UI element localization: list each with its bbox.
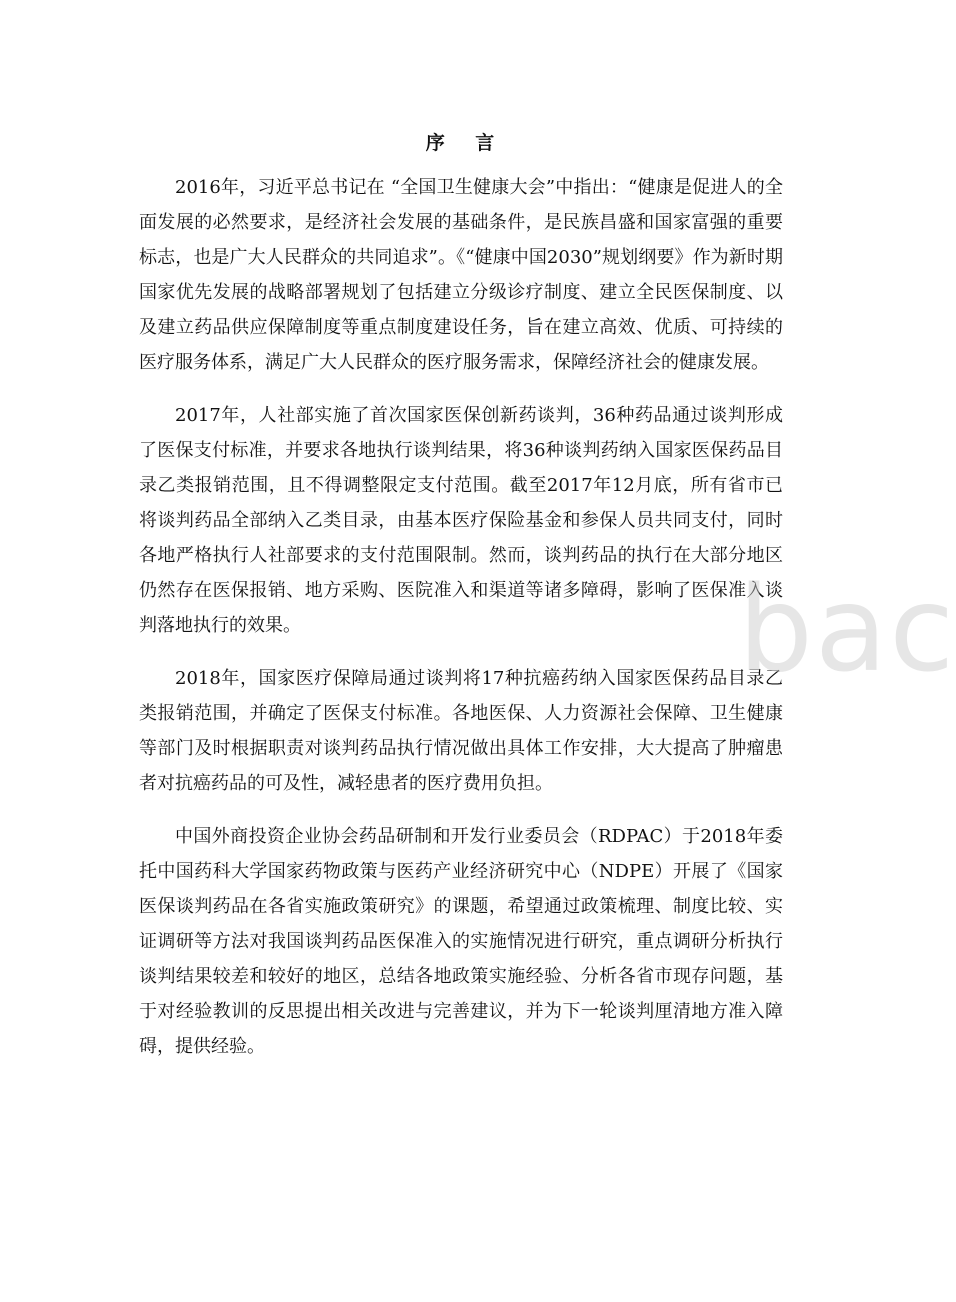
document-body: [139, 170, 783, 1082]
paragraph-3: 2018年，国家医疗保障局通过谈判将17种抗癌药纳入国家医保药品目录乙类报销范围，并确定了医保支付标准。各地医保、人力资源社会保障、卫生健康等部门及时根据职责对谈判药品执行情况做出具体工作安排，大大提高了肿瘤患者对抗癌药品的可及性，减轻患者的医疗费用负担。: [139, 668, 783, 794]
paragraph-4: 中国外商投资企业协会药品研制和开发行业委员会（RDPAC）于2018年委托中国药科大学国家药物政策与医药产业经济研究中心（NDPE）开展了《国家医保谈判药品在各省实施政策研究》的课题，希望通过政策梳理、制度比较、实证调研等方法对我国谈判药品医保准入的实施情况进行研究，重点调研分析执行谈判结果较差和较好的地区，总结各地政策实施经验、分析各省市现存问题，基于对经验教训的反思提出相关改进与完善建议，并为下一轮谈判厘清地方准入障碍，提供经验。: [139, 826, 783, 1057]
page-title: 序 言: [425, 132, 507, 154]
paragraph-1: 2016年，习近平总书记在 “全国卫生健康大会”中指出：“健康是促进人的全面发展的必然要求，是经济社会发展的基础条件，是民族昌盛和国家富强的重要标志，也是广大人民群众的共同追求”。《“健康中国2030”规划纲要》作为新时期国家优先发展的战略部署规划了包括建立分级诊疗制度、建立全民医保制度、以及建立药品供应保障制度等重点制度建设任务，旨在建立高效、优质、可持续的医疗服务体系，满足广大人民群众的医疗服务需求，保障经济社会的健康发展。: [139, 177, 783, 373]
paragraph-2: 2017年，人社部实施了首次国家医保创新药谈判，36种药品通过谈判形成了医保支付标准，并要求各地执行谈判结果，将36种谈判药纳入国家医保药品目录乙类报销范围，且不得调整限定支付范围。截至2017年12月底，所有省市已将谈判药品全部纳入乙类目录，由基本医疗保险基金和参保人员共同支付，同时各地严格执行人社部要求的支付范围限制。然而，谈判药品的执行在大部分地区仍然存在医保报销、地方采购、医院准入和渠道等诸多障碍，影响了医保准入谈判落地执行的效果。: [139, 405, 783, 636]
watermark: bac: [738, 560, 956, 698]
